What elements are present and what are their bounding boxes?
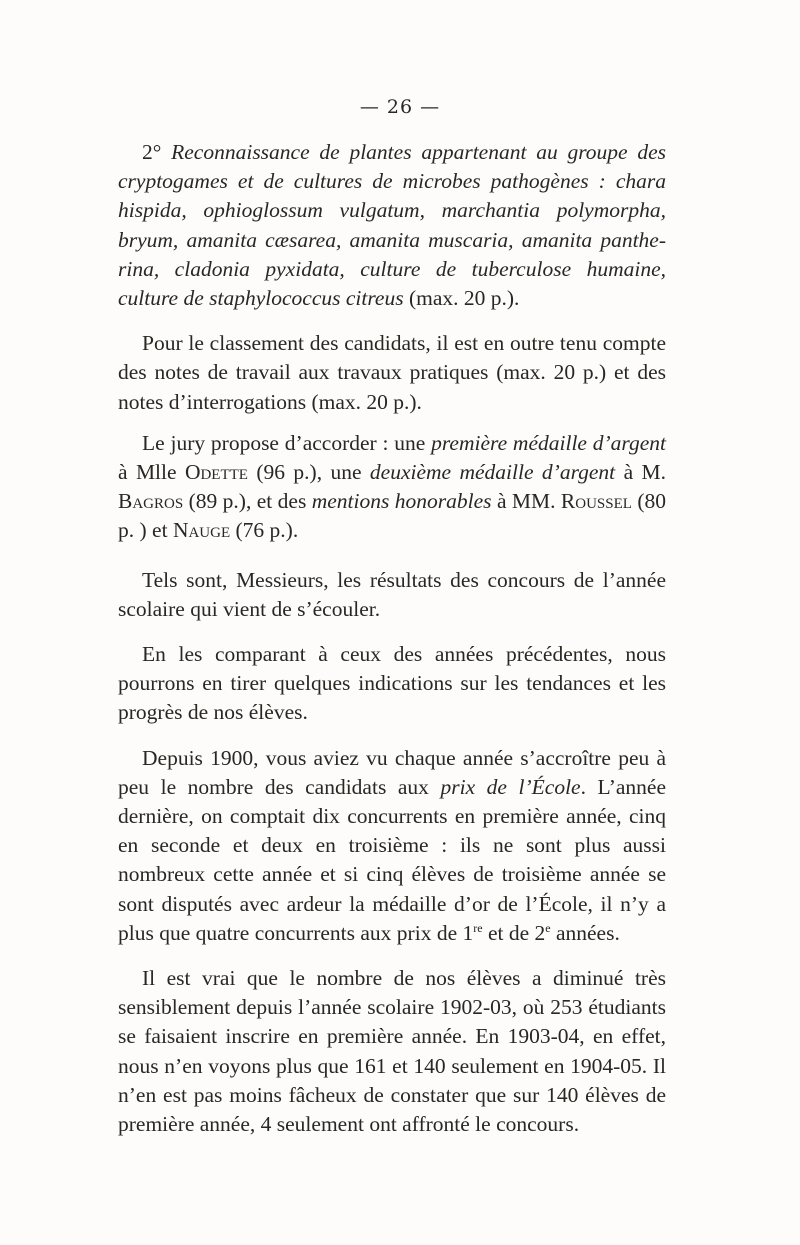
text-run: années. — [550, 920, 620, 945]
name-bagros: Bagros — [118, 489, 184, 514]
text-run: (80 p. ) et — [118, 489, 667, 543]
text-run: (76 p.). — [230, 518, 299, 543]
name-odette: Odette — [184, 460, 248, 485]
text-run: à MM. — [491, 489, 561, 514]
paragraph-comparison: En les comparant à ceux des années précédentes, nous pourrons en tirer quelques indications sur les tendances et les progrès de nos élèves. — [118, 642, 666, 725]
name-roussel: Roussel — [560, 489, 632, 514]
max-points: (max. 20 p.). — [403, 286, 520, 311]
paragraph-ranking: Pour le classement des candidats, il est en outre tenu compte des notes de travail aux travaux pratiques (max. 20 p.) et des notes d’interrogations (max. 20 p.). — [118, 331, 666, 414]
text-run: Le jury propose d’accorder : une — [142, 430, 432, 455]
text-run: à Mlle — [118, 460, 185, 485]
award-first-silver: première médaille d’argent — [431, 430, 667, 455]
paragraph-jury-awards — [118, 429, 666, 546]
text-run: Depuis 1900, vous aviez vu chaque année s’accroître peu à peu le nombre des candidats aux — [118, 745, 666, 799]
award-second-silver: deuxième médaille d’argent — [369, 460, 616, 485]
text-run: (89 p.), et des — [183, 489, 312, 514]
award-honorable-mentions: mentions honorables — [311, 489, 492, 514]
text-run: à M. — [615, 460, 666, 485]
prize-name: prix de l’École — [440, 774, 581, 799]
text-run: et de 2 — [482, 920, 546, 945]
page-number: — 26 — — [359, 96, 441, 118]
list-number: 2° — [142, 140, 172, 164]
text-run: . L’année dernière, on comptait dix concurrents en première année, cinq en seconde et deux en troisième : ils ne sont plus aussi nombreux cette année et si cinq élèves de troisième année se sont disputés avec ardeur la médaille d’or de l’École, il n’y a plus que quatre concurrents aux prix de 1 — [118, 774, 666, 945]
paragraph-candidates-trend — [118, 744, 666, 948]
text-run: (96 p.), une — [247, 460, 370, 485]
ordinal-superscript: re — [473, 920, 483, 935]
paragraph-recognition-test — [118, 138, 666, 313]
name-nauge: Nauge — [172, 518, 231, 543]
body-text — [118, 138, 666, 1155]
ordinal-superscript: e — [545, 920, 551, 935]
paragraph-enrollment-decline: Il est vrai que le nombre de nos élèves a diminué très sensiblement depuis l’année scolaire 1902-03, où 253 étudiants se faisaient inscrire en première année. En 1903-04, en effet, nous n’en voyons plus que 161 et 140 seulement en 1904-05. Il n’en est pas moins fâcheux de constater que sur 140 élèves de première année, 4 seulement ont affronté le concours. — [118, 966, 666, 1137]
species-list: Reconnaissance de plantes appartenant au groupe des cryptogames et de cultures de microbes pathogènes : chara hispida, ophioglossum vulgatum, marchantia polymorpha, bryum, amanita cæsarea, amanita muscaria, amanita panthe-rina, cladonia pyxidata, culture de tuberculose humaine, culture de staphylococcus citreus — [118, 140, 666, 311]
paragraph-results: Tels sont, Messieurs, les résultats des concours de l’année scolaire qui vient de s’écouler. — [118, 567, 666, 621]
